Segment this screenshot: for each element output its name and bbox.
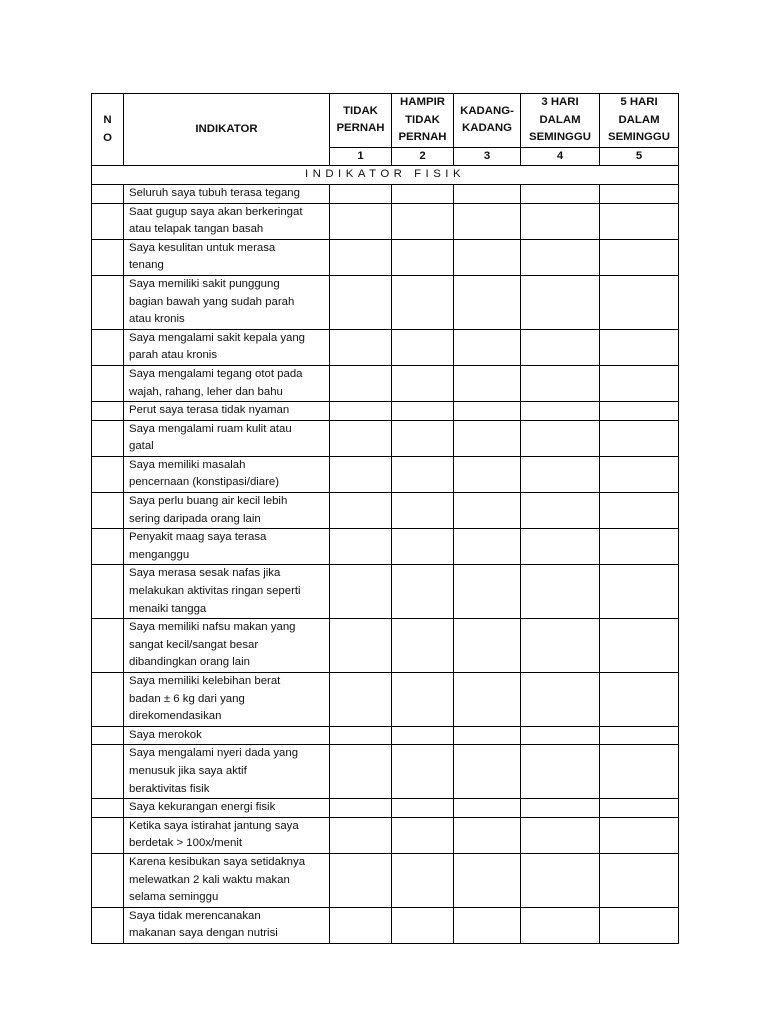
indicator-text-line: menaiki tangga — [129, 602, 207, 615]
row-number-cell — [92, 275, 124, 329]
answer-cell-option-1[interactable] — [330, 456, 392, 492]
answer-cell-option-4[interactable] — [521, 456, 600, 492]
answer-cell-option-4[interactable] — [521, 239, 600, 275]
answer-cell-option-4[interactable] — [521, 275, 600, 329]
answer-cell-option-3[interactable] — [454, 329, 521, 365]
indicator-text-cell — [124, 420, 330, 456]
indicator-text-line: melakukan aktivitas ringan seperti — [129, 585, 301, 598]
answer-cell-option-1[interactable] — [330, 817, 392, 853]
row-number-cell — [92, 799, 124, 818]
indikator-column-header: INDIKATOR — [124, 94, 330, 166]
answer-cell-option-2[interactable] — [392, 329, 454, 365]
answer-cell-option-1[interactable] — [330, 619, 392, 673]
answer-cell-option-1[interactable] — [330, 673, 392, 727]
answer-cell-option-5[interactable] — [600, 239, 679, 275]
indicator-text-line: beraktivitas fisik — [129, 782, 210, 795]
answer-cell-option-4[interactable] — [521, 726, 600, 745]
answer-cell-option-4[interactable] — [521, 493, 600, 529]
option-header-line: KADANG — [462, 122, 512, 135]
indicator-text-cell — [124, 365, 330, 401]
row-number-cell — [92, 456, 124, 492]
indicator-text-line: Saya merasa sesak nafas jika — [129, 567, 281, 580]
answer-cell-option-4[interactable] — [521, 799, 600, 818]
answer-cell-option-5[interactable] — [600, 907, 679, 943]
option-header-line: SEMINGGU — [528, 131, 592, 144]
indicator-text-line: Penyakit maag saya terasa — [129, 531, 267, 544]
answer-cell-option-3[interactable] — [454, 365, 521, 401]
answer-cell-option-5[interactable] — [600, 402, 679, 421]
indicator-text-cell — [124, 619, 330, 673]
indicator-text-cell — [124, 275, 330, 329]
answer-cell-option-1[interactable] — [330, 799, 392, 818]
no-header-line: N — [103, 114, 112, 127]
answer-cell-option-4[interactable] — [521, 853, 600, 907]
answer-cell-option-3[interactable] — [454, 726, 521, 745]
option-header-line: TIDAK — [405, 113, 440, 126]
row-number-cell — [92, 529, 124, 565]
questionnaire-table — [91, 93, 679, 944]
answer-cell-option-2[interactable] — [392, 184, 454, 203]
option-header-line: PERNAH — [398, 131, 447, 144]
option-header-line: TIDAK — [343, 104, 378, 117]
answer-cell-option-5[interactable] — [600, 203, 679, 239]
scale-number-4: 4 — [521, 147, 600, 166]
answer-cell-option-2[interactable] — [392, 365, 454, 401]
indicator-text-line: Saya mengalami sakit kepala yang — [129, 331, 306, 344]
answer-cell-option-5[interactable] — [600, 619, 679, 673]
indicator-text-line: menusuk jika saya aktif — [129, 764, 247, 777]
answer-cell-option-1[interactable] — [330, 329, 392, 365]
indicator-text-line: Saya memiliki nafsu makan yang — [129, 621, 296, 634]
section-row — [92, 166, 679, 185]
option-header-2 — [392, 94, 454, 148]
answer-cell-option-2[interactable] — [392, 456, 454, 492]
answer-cell-option-1[interactable] — [330, 565, 392, 619]
answer-cell-option-4[interactable] — [521, 619, 600, 673]
answer-cell-option-1[interactable] — [330, 493, 392, 529]
option-header-line: KADANG- — [460, 104, 514, 117]
indicator-text-cell — [124, 726, 330, 745]
answer-cell-option-5[interactable] — [600, 184, 679, 203]
table-row — [92, 456, 679, 492]
answer-cell-option-4[interactable] — [521, 329, 600, 365]
row-number-cell — [92, 673, 124, 727]
indicator-text-line: selama seminggu — [129, 891, 219, 904]
answer-cell-option-2[interactable] — [392, 239, 454, 275]
indicator-text-line: Saya memiliki sakit punggung — [129, 277, 280, 290]
answer-cell-option-1[interactable] — [330, 853, 392, 907]
answer-cell-option-2[interactable] — [392, 853, 454, 907]
answer-cell-option-2[interactable] — [392, 493, 454, 529]
indicator-text-cell — [124, 456, 330, 492]
answer-cell-option-5[interactable] — [600, 853, 679, 907]
row-number-cell — [92, 203, 124, 239]
answer-cell-option-2[interactable] — [392, 203, 454, 239]
table-row — [92, 493, 679, 529]
answer-cell-option-3[interactable] — [454, 529, 521, 565]
answer-cell-option-1[interactable] — [330, 239, 392, 275]
indicator-text-line: Saya memiliki kelebihan berat — [129, 675, 281, 687]
indicator-text-line: badan ± 6 kg dari yang — [129, 692, 245, 705]
table-row — [92, 329, 679, 365]
answer-cell-option-2[interactable] — [392, 745, 454, 799]
indicator-text-line: Saya kekurangan energi fisik — [129, 801, 276, 814]
answer-cell-option-3[interactable] — [454, 239, 521, 275]
indicator-text-line: sering daripada orang lain — [129, 512, 261, 525]
indicator-text-cell — [124, 817, 330, 853]
answer-cell-option-3[interactable] — [454, 493, 521, 529]
answer-cell-option-4[interactable] — [521, 402, 600, 421]
answer-cell-option-4[interactable] — [521, 745, 600, 799]
section-title: INDIKATOR FISIK — [92, 166, 679, 185]
answer-cell-option-3[interactable] — [454, 745, 521, 799]
indicator-text-line: Saya mengalami tegang otot pada — [129, 367, 303, 380]
row-number-cell — [92, 365, 124, 401]
indicator-text-line: dibandingkan orang lain — [129, 656, 250, 669]
indicator-text-line: menganggu — [129, 548, 190, 561]
table-row — [92, 817, 679, 853]
option-header-3 — [454, 94, 521, 148]
scale-number-5: 5 — [600, 147, 679, 166]
table-row — [92, 184, 679, 203]
row-number-cell — [92, 239, 124, 275]
indicator-text-cell — [124, 529, 330, 565]
row-number-cell — [92, 565, 124, 619]
answer-cell-option-5[interactable] — [600, 817, 679, 853]
option-header-line: SEMINGGU — [607, 131, 671, 144]
table-row — [92, 907, 679, 943]
answer-cell-option-4[interactable] — [521, 184, 600, 203]
option-header-5 — [600, 94, 679, 148]
table-row — [92, 420, 679, 456]
answer-cell-option-2[interactable] — [392, 402, 454, 421]
table-row — [92, 239, 679, 275]
answer-cell-option-1[interactable] — [330, 726, 392, 745]
answer-cell-option-1[interactable] — [330, 420, 392, 456]
answer-cell-option-4[interactable] — [521, 817, 600, 853]
answer-cell-option-3[interactable] — [454, 203, 521, 239]
indicator-rows — [92, 184, 679, 943]
indicator-text-line: atau telapak tangan basah — [129, 223, 264, 236]
answer-cell-option-5[interactable] — [600, 565, 679, 619]
indicator-text-line: atau kronis — [129, 313, 185, 326]
answer-cell-option-3[interactable] — [454, 799, 521, 818]
indicator-text-cell — [124, 184, 330, 203]
option-header-4 — [521, 94, 600, 148]
answer-cell-option-2[interactable] — [392, 565, 454, 619]
answer-cell-option-5[interactable] — [600, 745, 679, 799]
answer-cell-option-5[interactable] — [600, 726, 679, 745]
answer-cell-option-3[interactable] — [454, 565, 521, 619]
answer-cell-option-3[interactable] — [454, 456, 521, 492]
answer-cell-option-2[interactable] — [392, 619, 454, 673]
option-header-line: HAMPIR — [400, 96, 445, 108]
table-row — [92, 365, 679, 401]
indicator-text-line: makanan saya dengan nutrisi — [129, 927, 278, 940]
indicator-text-line: wajah, rahang, leher dan bahu — [129, 385, 283, 398]
indicator-text-line: sangat kecil/sangat besar — [129, 638, 259, 651]
indicator-text-line: Perut saya terasa tidak nyaman — [129, 404, 290, 417]
answer-cell-option-5[interactable] — [600, 529, 679, 565]
row-number-cell — [92, 402, 124, 421]
table-row — [92, 203, 679, 239]
answer-cell-option-4[interactable] — [521, 420, 600, 456]
indicator-text-cell — [124, 402, 330, 421]
answer-cell-option-4[interactable] — [521, 673, 600, 727]
scale-number-2: 2 — [392, 147, 454, 166]
no-header-line: O — [103, 131, 112, 144]
indicator-text-line: bagian bawah yang sudah parah — [129, 295, 295, 308]
answer-cell-option-2[interactable] — [392, 726, 454, 745]
indicator-text-line: parah atau kronis — [129, 349, 218, 362]
indicator-text-cell — [124, 799, 330, 818]
indicator-text-cell — [124, 239, 330, 275]
answer-cell-option-3[interactable] — [454, 619, 521, 673]
table-row — [92, 853, 679, 907]
answer-cell-option-1[interactable] — [330, 203, 392, 239]
answer-cell-option-1[interactable] — [330, 402, 392, 421]
indicator-text-line: melewatkan 2 kali waktu makan — [129, 873, 290, 886]
indicator-text-cell — [124, 493, 330, 529]
option-header-line: PERNAH — [336, 122, 385, 135]
indicator-text-cell — [124, 907, 330, 943]
answer-cell-option-2[interactable] — [392, 673, 454, 727]
answer-cell-option-2[interactable] — [392, 420, 454, 456]
answer-cell-option-4[interactable] — [521, 529, 600, 565]
table-row — [92, 402, 679, 421]
scale-number-3: 3 — [454, 147, 521, 166]
row-number-cell — [92, 329, 124, 365]
row-number-cell — [92, 817, 124, 853]
answer-cell-option-5[interactable] — [600, 673, 679, 727]
answer-cell-option-4[interactable] — [521, 565, 600, 619]
row-number-cell — [92, 493, 124, 529]
answer-cell-option-4[interactable] — [521, 203, 600, 239]
answer-cell-option-4[interactable] — [521, 907, 600, 943]
indicator-text-line: Saya perlu buang air kecil lebih — [129, 495, 288, 508]
answer-cell-option-3[interactable] — [454, 420, 521, 456]
answer-cell-option-4[interactable] — [521, 365, 600, 401]
header-row — [92, 94, 679, 148]
answer-cell-option-5[interactable] — [600, 420, 679, 456]
table-row — [92, 275, 679, 329]
answer-cell-option-5[interactable] — [600, 329, 679, 365]
option-header-line: DALAM — [618, 113, 660, 126]
answer-cell-option-3[interactable] — [454, 817, 521, 853]
indicator-text-cell — [124, 745, 330, 799]
indicator-text-line: Saya kesulitan untuk merasa — [129, 241, 276, 254]
indicator-text-line: Karena kesibukan saya setidaknya — [129, 855, 306, 868]
answer-cell-option-1[interactable] — [330, 275, 392, 329]
option-header-line: 5 HARI — [620, 96, 658, 108]
table-row — [92, 529, 679, 565]
table-row — [92, 565, 679, 619]
row-number-cell — [92, 420, 124, 456]
indicator-text-cell — [124, 853, 330, 907]
indicator-text-cell — [124, 203, 330, 239]
indicator-text-cell — [124, 329, 330, 365]
no-column-header — [92, 94, 124, 166]
answer-cell-option-2[interactable] — [392, 907, 454, 943]
indicator-text-cell — [124, 673, 330, 727]
answer-cell-option-3[interactable] — [454, 673, 521, 727]
indicator-text-cell — [124, 565, 330, 619]
row-number-cell — [92, 184, 124, 203]
answer-cell-option-5[interactable] — [600, 493, 679, 529]
answer-cell-option-1[interactable] — [330, 745, 392, 799]
answer-cell-option-3[interactable] — [454, 402, 521, 421]
option-header-1 — [330, 94, 392, 148]
row-number-cell — [92, 907, 124, 943]
answer-cell-option-3[interactable] — [454, 853, 521, 907]
answer-cell-option-1[interactable] — [330, 529, 392, 565]
answer-cell-option-1[interactable] — [330, 184, 392, 203]
indicator-text-line: gatal — [129, 440, 154, 453]
indicator-text-line: Saya mengalami nyeri dada yang — [129, 747, 299, 760]
indicator-text-line: Saat gugup saya akan berkeringat — [129, 205, 303, 218]
answer-cell-option-3[interactable] — [454, 907, 521, 943]
answer-cell-option-1[interactable] — [330, 907, 392, 943]
indicator-text-line: Saya merokok — [129, 728, 202, 741]
row-number-cell — [92, 619, 124, 673]
indicator-text-line: pencernaan (konstipasi/diare) — [129, 476, 280, 489]
answer-cell-option-3[interactable] — [454, 184, 521, 203]
answer-cell-option-5[interactable] — [600, 456, 679, 492]
indicator-text-line: berdetak > 100x/menit — [129, 837, 243, 850]
row-number-cell — [92, 726, 124, 745]
answer-cell-option-2[interactable] — [392, 799, 454, 818]
answer-cell-option-5[interactable] — [600, 799, 679, 818]
row-number-cell — [92, 853, 124, 907]
indicator-text-line: Saya tidak merencanakan — [129, 909, 261, 922]
answer-cell-option-1[interactable] — [330, 365, 392, 401]
table-row — [92, 726, 679, 745]
table-row — [92, 799, 679, 818]
indicator-text-line: Saya mengalami ruam kulit atau — [129, 422, 292, 435]
answer-cell-option-2[interactable] — [392, 275, 454, 329]
indicator-text-line: direkomendasikan — [129, 710, 222, 723]
answer-cell-option-5[interactable] — [600, 365, 679, 401]
answer-cell-option-2[interactable] — [392, 817, 454, 853]
table-row — [92, 619, 679, 673]
indicator-text-line: tenang — [129, 259, 164, 272]
indicator-text-line: Seluruh saya tubuh terasa tegang — [129, 186, 300, 199]
table-row — [92, 673, 679, 727]
answer-cell-option-5[interactable] — [600, 275, 679, 329]
row-number-cell — [92, 745, 124, 799]
option-header-line: DALAM — [539, 113, 581, 126]
table-row — [92, 745, 679, 799]
option-header-line: 3 HARI — [541, 96, 579, 108]
answer-cell-option-2[interactable] — [392, 529, 454, 565]
questionnaire-document — [91, 93, 678, 944]
indicator-text-line: Ketika saya istirahat jantung saya — [129, 819, 299, 832]
scale-number-1: 1 — [330, 147, 392, 166]
indicator-text-line: Saya memiliki masalah — [129, 458, 246, 471]
answer-cell-option-3[interactable] — [454, 275, 521, 329]
